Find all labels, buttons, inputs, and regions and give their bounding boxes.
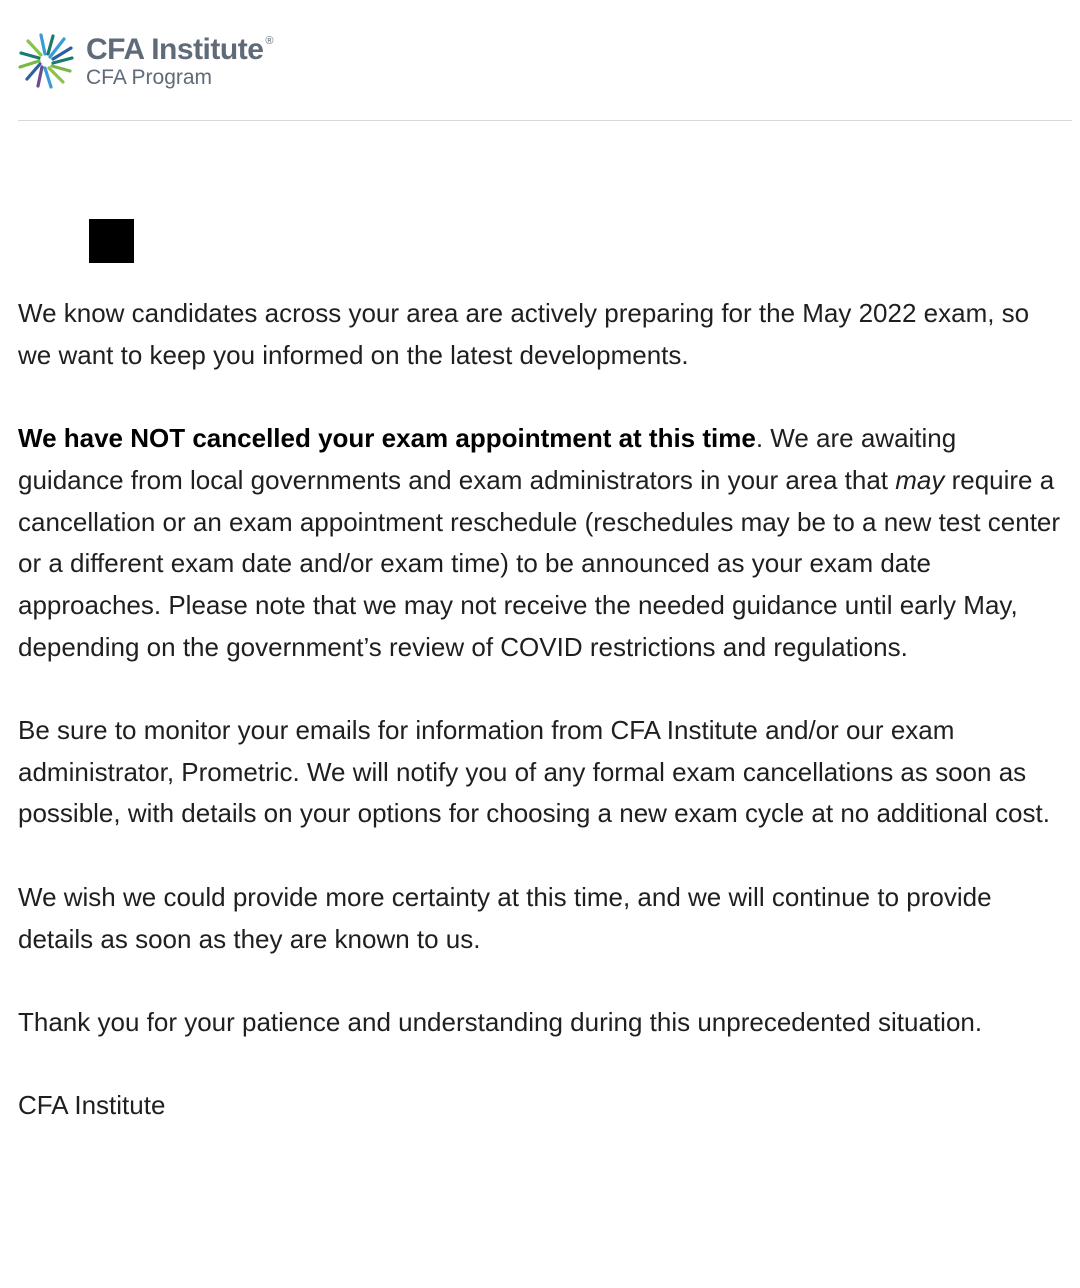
- paragraph-monitor: Be sure to monitor your emails for information from CFA Institute and/or our exam administrator, Prometric. We will notify you of any formal exam cancellations as soon as possible, with details on your options for choosing a new exam cycle at no additional cost.: [18, 715, 1050, 829]
- status-text-b: require a cancellation or an exam appointment reschedule (reschedules may be to a new test center or a different exam date and/or exam time) to be announced as your exam date approaches. Please note that we may not receive the needed guidance until early May, depending on the government’s review of COVID restrictions and regulations.: [18, 464, 1061, 662]
- brand-wordmark: [86, 34, 274, 89]
- brand-name: CFA Institute: [86, 32, 264, 66]
- paragraph-intro: We know candidates across your area are actively preparing for the May 2022 exam, so we want to keep you informed on the latest developments.: [18, 298, 1030, 370]
- signature: CFA Institute: [18, 1090, 166, 1121]
- paragraph-thanks: Thank you for your patience and understanding during this unprecedented situation.: [18, 1006, 983, 1037]
- paragraph-certainty: We wish we could provide more certainty at this time, and we will continue to provide details as soon as they are known to us.: [18, 881, 992, 954]
- cfa-starburst-logo-icon: [18, 33, 74, 89]
- status-text-a: . We are awaiting guidance from local governments and exam administrators in your area that: [18, 423, 957, 495]
- paragraph-status: [18, 418, 1068, 668]
- email-body: [18, 293, 1068, 1127]
- registered-mark: ®: [265, 34, 274, 47]
- header-divider: [18, 120, 1072, 121]
- status-italic: may: [895, 464, 945, 495]
- email-header: [18, 28, 274, 94]
- redacted-block: [89, 219, 134, 263]
- status-emphasis: We have NOT cancelled your exam appointment at this time: [18, 423, 756, 454]
- program-name: CFA Program: [86, 65, 213, 89]
